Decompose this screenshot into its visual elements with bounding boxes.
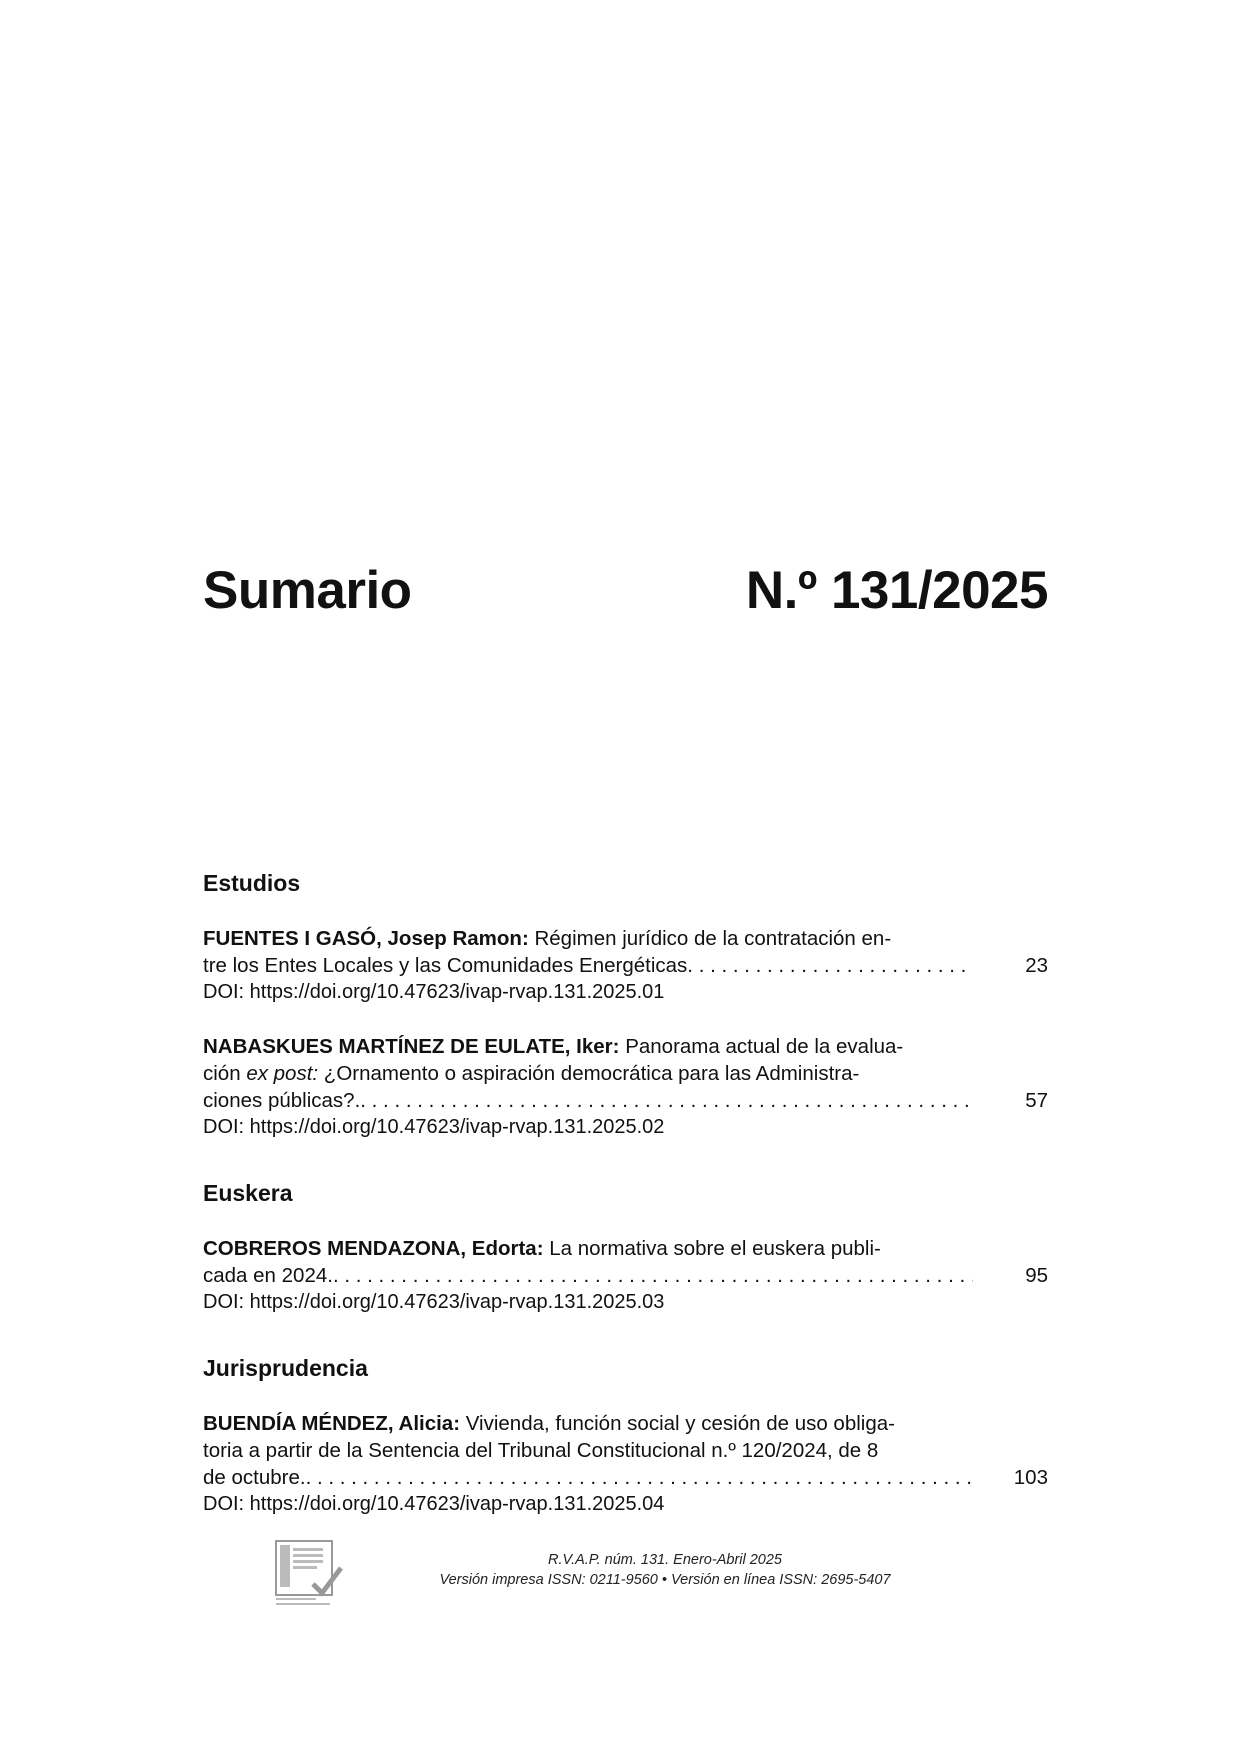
section-heading-euskera: Euskera bbox=[203, 1180, 293, 1206]
issue-number: N.º 131/2025 bbox=[745, 561, 1048, 620]
section-heading-estudios: Estudios bbox=[203, 870, 301, 896]
entry-page-number: 103 bbox=[1013, 1466, 1048, 1489]
entry-doi[interactable]: DOI: https://doi.org/10.47623/ivap-rvap.131.2025.04 bbox=[203, 1493, 665, 1515]
section-heading-jurisprudencia: Jurisprudencia bbox=[203, 1355, 368, 1381]
entry-title: Régimen jurídico de la contratación en- bbox=[528, 927, 892, 950]
entry-doi[interactable]: DOI: https://doi.org/10.47623/ivap-rvap.131.2025.02 bbox=[203, 1116, 665, 1138]
entry-title-end: ciones públicas?. bbox=[203, 1089, 361, 1112]
leader-dots bbox=[687, 952, 973, 979]
footer-line2: Versión impresa ISSN: 0211-9560 • Versión en línea ISSN: 2695-5407 bbox=[439, 1572, 891, 1588]
footer-line1: R.V.A.P. núm. 131. Enero-Abril 2025 bbox=[547, 1552, 782, 1568]
leader-dots bbox=[360, 1087, 973, 1114]
entry-doi[interactable]: DOI: https://doi.org/10.47623/ivap-rvap.131.2025.03 bbox=[203, 1291, 665, 1313]
quality-seal-icon bbox=[275, 1540, 345, 1608]
entry-author: FUENTES I GASÓ, Josep Ramon: bbox=[203, 927, 529, 950]
entry-title: La normativa sobre el euskera publi- bbox=[543, 1237, 881, 1260]
entry-title-end: cada en 2024. bbox=[203, 1264, 333, 1287]
entry-title: toria a partir de la Sentencia del Tribunal Constitucional n.º 120/2024, de 8 bbox=[203, 1439, 879, 1462]
entry-title-end: de octubre. bbox=[203, 1466, 306, 1489]
toc-entry[interactable] bbox=[203, 1235, 1048, 1316]
toc-entry[interactable] bbox=[203, 925, 1048, 1006]
page-title-row bbox=[203, 560, 1048, 621]
toc-entry[interactable] bbox=[203, 1410, 1048, 1518]
entry-author: NABASKUES MARTÍNEZ DE EULATE, Iker: bbox=[203, 1035, 620, 1058]
entry-page-number: 57 bbox=[1025, 1089, 1048, 1112]
entry-page-number: 23 bbox=[1025, 954, 1048, 977]
leader-dots bbox=[306, 1464, 973, 1491]
entry-title: Vivienda, función social y cesión de uso obliga- bbox=[460, 1412, 895, 1435]
table-of-contents bbox=[203, 868, 1048, 1518]
entry-doi[interactable]: DOI: https://doi.org/10.47623/ivap-rvap.131.2025.01 bbox=[203, 981, 665, 1003]
page-footer bbox=[275, 1540, 975, 1620]
toc-entry[interactable] bbox=[203, 1033, 1048, 1141]
entry-author: BUENDÍA MÉNDEZ, Alicia: bbox=[203, 1412, 461, 1435]
footer-citation bbox=[375, 1550, 955, 1590]
entry-title: ción bbox=[203, 1062, 247, 1085]
leader-dots bbox=[333, 1262, 973, 1289]
entry-title-emphasis: ex post: bbox=[246, 1062, 319, 1085]
entry-page-number: 95 bbox=[1025, 1264, 1048, 1287]
page-title: Sumario bbox=[203, 561, 412, 620]
entry-title: Panorama actual de la evalua- bbox=[619, 1035, 904, 1058]
entry-title: ¿Ornamento o aspiración democrática para las Administra- bbox=[318, 1062, 860, 1085]
entry-title-end: tre los Entes Locales y las Comunidades Energéticas bbox=[203, 954, 688, 977]
entry-author: COBREROS MENDAZONA, Edorta: bbox=[203, 1237, 544, 1260]
